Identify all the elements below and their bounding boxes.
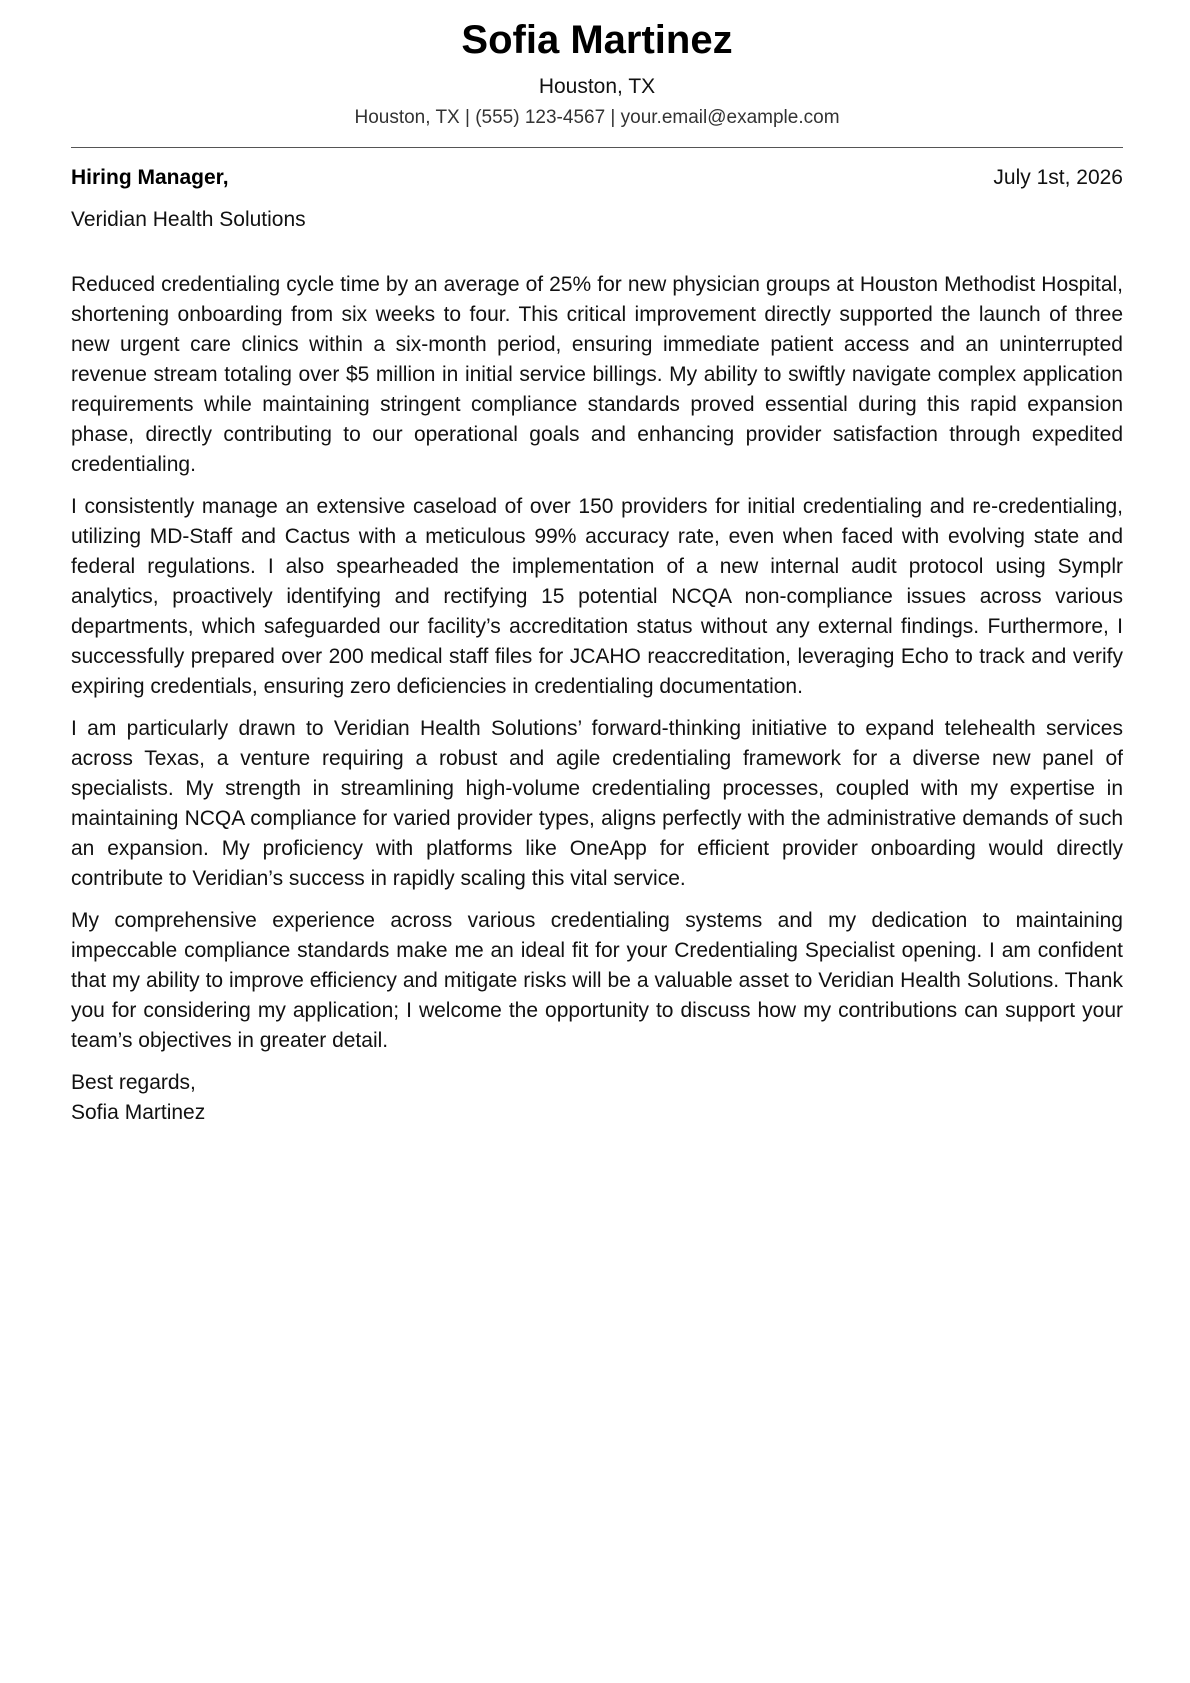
letter-header [71, 0, 1123, 131]
contact-line: Houston, TX | (555) 123-4567 | your.email@example.com [354, 107, 840, 128]
body-paragraph: I consistently manage an extensive caseload of over 150 providers for initial credentialing and re-credentialing, utilizing MD-Staff and Cactus with a meticulous 99% accuracy rate, even when faced with evolving state and federal regulations. I also spearheaded the implementation of a new internal audit protocol using Symplr analytics, proactively identifying and rectifying 15 potential NCQA non-compliance issues across various departments, which safeguarded our facility’s accreditation status without any external findings. Furthermore, I successfully prepared over 200 medical staff files for JCAHO reaccreditation, leveraging Echo to track and verify expiring credentials, ensuring zero deficiencies in credentialing documentation. [71, 495, 1123, 698]
recipient-company: Veridian Health Solutions [71, 208, 306, 231]
body-paragraph: I am particularly drawn to Veridian Health Solutions’ forward-thinking initiative to expand telehealth services across Texas, a venture requiring a robust and agile credentialing framework for a diverse new panel of specialists. My strength in streamlining high-volume credentialing processes, coupled with my expertise in maintaining NCQA compliance for varied provider types, aligns perfectly with the administrative demands of such an expansion. My proficiency with platforms like OneApp for efficient provider onboarding would directly contribute to Veridian’s success in rapidly scaling this vital service. [71, 717, 1123, 890]
signature-name: Sofia Martinez [71, 1101, 206, 1124]
letter-date: July 1st, 2026 [993, 166, 1123, 189]
closing-salutation: Best regards, [71, 1071, 196, 1094]
applicant-location: Houston, TX [538, 75, 656, 98]
header-divider [71, 147, 1123, 148]
recipient-salutation: Hiring Manager, [71, 166, 229, 189]
cover-letter-page [71, 0, 1123, 1128]
body-paragraph: My comprehensive experience across various credentialing systems and my dedication to maintaining impeccable compliance standards make me an ideal fit for your Credentialing Specialist opening. I am confident that my ability to improve efficiency and mitigate risks will be a valuable asset to Veridian Health Solutions. Thank you for considering my application; I welcome the opportunity to discuss how my contributions can support your team’s objectives in greater detail. [71, 909, 1123, 1052]
applicant-name: Sofia Martinez [461, 18, 733, 62]
letter-closing [71, 1068, 1123, 1128]
body-paragraph: Reduced credentialing cycle time by an average of 25% for new physician groups at Houston Methodist Hospital, shortening onboarding from six weeks to four. This critical improvement directly supported the launch of three new urgent care clinics within a six-month period, ensuring immediate patient access and an uninterrupted revenue stream totaling over $5 million in initial service billings. My ability to swiftly navigate complex application requirements while maintaining stringent compliance standards proved essential during this rapid expansion phase, directly contributing to our operational goals and enhancing provider satisfaction through expedited credentialing. [71, 273, 1123, 476]
letter-body [71, 270, 1123, 1056]
letter-meta-row [71, 164, 1123, 192]
